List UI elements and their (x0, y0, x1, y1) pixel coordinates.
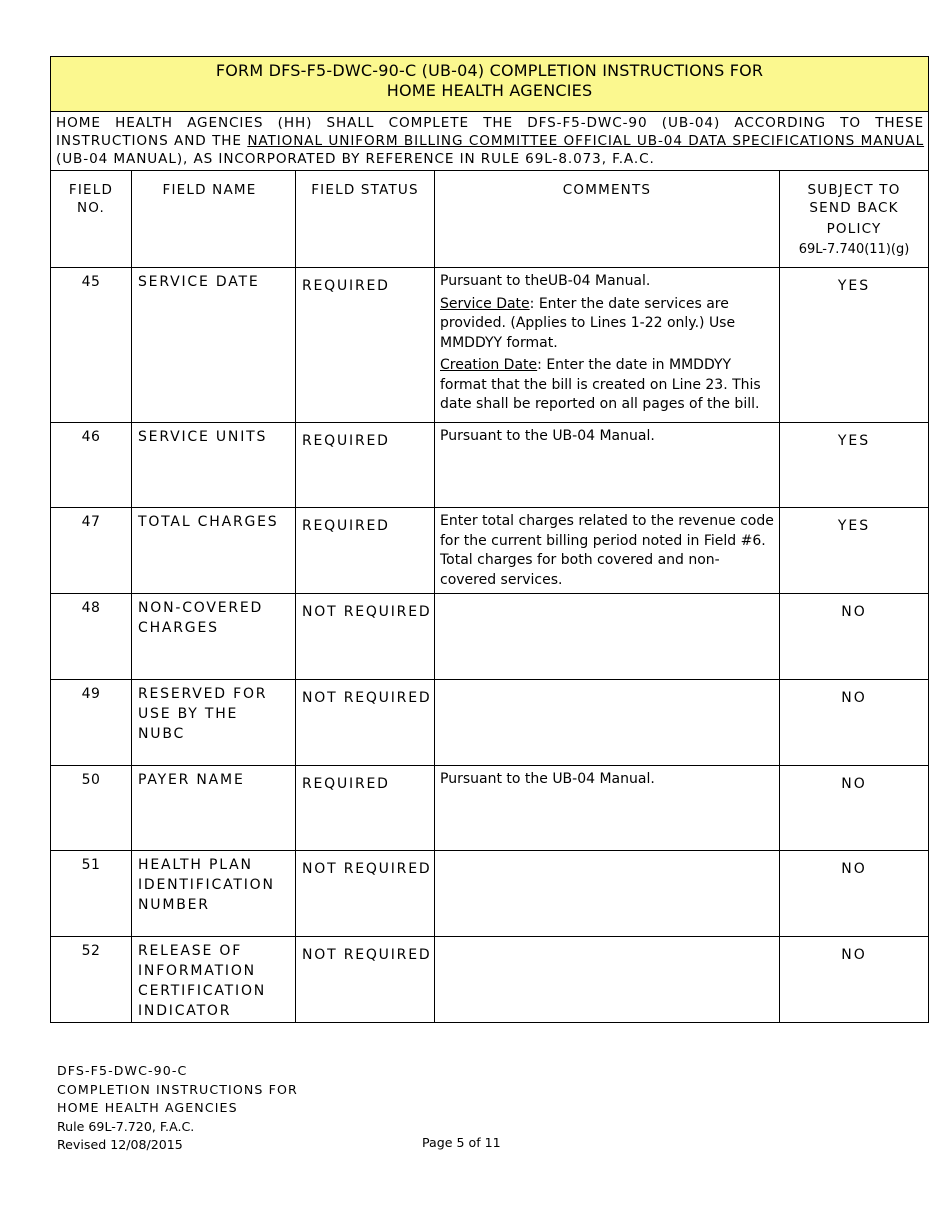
header-field-no (51, 171, 132, 268)
field-number: 49 (51, 680, 132, 766)
page-footer (57, 1062, 298, 1155)
table-row (51, 680, 929, 766)
field-status: NOT REQUIRED (296, 937, 435, 1023)
table-row (51, 423, 929, 508)
footer-form-id: DFS-F5-DWC-90-C (57, 1063, 188, 1078)
field-name: TOTAL CHARGES (132, 508, 296, 594)
comment-label: Service Date (440, 295, 530, 312)
send-back-value: NO (780, 937, 929, 1023)
header-comments: COMMENTS (435, 171, 780, 268)
field-comments: Pursuant to the UB-04 Manual. (435, 423, 780, 508)
instructions-table (50, 56, 929, 1023)
field-name: RELEASE OF INFORMATION CERTIFICATION INDICATOR (132, 937, 296, 1023)
footer-revised: Revised 12/08/2015 (57, 1137, 183, 1152)
header-field-no-line1: FIELD (68, 182, 114, 198)
table-row (51, 851, 929, 937)
send-back-value: YES (780, 508, 929, 594)
manual-reference: NATIONAL UNIFORM BILLING COMMITTEE OFFICIAL UB-04 DATA SPECIFICATIONS MANUAL (247, 133, 925, 149)
send-back-value: NO (780, 766, 929, 851)
comment-line: Pursuant to theUB-04 Manual. (440, 273, 651, 289)
intro-text-2: (UB-04 MANUAL), AS INCORPORATED BY REFERENCE IN RULE 69L-8.073, F.A.C. (56, 151, 655, 167)
form-title-line1: FORM DFS-F5-DWC-90-C (UB-04) COMPLETION INSTRUCTIONS FOR (215, 61, 764, 80)
field-comments: Pursuant to the UB-04 Manual. (435, 766, 780, 851)
send-back-value: NO (780, 680, 929, 766)
field-name: NON-COVERED CHARGES (132, 594, 296, 680)
field-status: REQUIRED (296, 268, 435, 423)
field-comments (435, 937, 780, 1023)
field-comments (435, 268, 780, 423)
field-name: RESERVED FOR USE BY THE NUBC (132, 680, 296, 766)
comment-text: : Enter the date services are provided. (Applies to Lines 1-22 only.) Use MMDDYY format. (440, 295, 736, 351)
field-number: 48 (51, 594, 132, 680)
header-field-no-line2: NO. (76, 200, 106, 216)
form-title-line2: HOME HEALTH AGENCIES (386, 81, 593, 100)
footer-rule: Rule 69L-7.720, F.A.C. (57, 1118, 195, 1134)
field-number: 52 (51, 937, 132, 1023)
field-name: SERVICE UNITS (132, 423, 296, 508)
field-name: SERVICE DATE (132, 268, 296, 423)
field-status: NOT REQUIRED (296, 851, 435, 937)
field-number: 47 (51, 508, 132, 594)
header-field-name: FIELD NAME (132, 171, 296, 268)
send-back-value: YES (780, 268, 929, 423)
field-comments (435, 851, 780, 937)
intro-paragraph (51, 112, 929, 171)
send-back-value: YES (780, 423, 929, 508)
header-send-back (780, 171, 929, 268)
field-comments: Enter total charges related to the revenue code for the current billing period noted in Field #6. Total charges for both covered and non-covered services. (435, 508, 780, 594)
table-row (51, 268, 929, 423)
page-number: Page 5 of 11 (422, 1135, 501, 1150)
intro-text-1: HOME HEALTH AGENCIES (HH) SHALL COMPLETE THE DFS-F5-DWC-90 (UB-04) ACCORDING TO THESE INSTRUCTIONS AND THE (56, 115, 925, 149)
footer-title-line1: COMPLETION INSTRUCTIONS FOR (57, 1081, 298, 1097)
comment-text: : Enter the date in MMDDYY format that the bill is created on Line 23. This date shall be reported on all pages of the bill. (440, 357, 761, 412)
send-back-value: NO (780, 851, 929, 937)
header-field-status: FIELD STATUS (296, 171, 435, 268)
comment-service-date (440, 295, 775, 354)
field-number: 46 (51, 423, 132, 508)
table-row (51, 594, 929, 680)
field-status: REQUIRED (296, 423, 435, 508)
comment-creation-date (440, 356, 775, 415)
footer-title-line2: HOME HEALTH AGENCIES (57, 1100, 238, 1115)
header-row (51, 171, 929, 268)
table-row (51, 937, 929, 1023)
header-send-back-line4: 69L-7.740(11)(g) (798, 242, 910, 257)
field-status: REQUIRED (296, 766, 435, 851)
field-name: HEALTH PLAN IDENTIFICATION NUMBER (132, 851, 296, 937)
send-back-value: NO (780, 594, 929, 680)
header-send-back-line1: SUBJECT TO (807, 182, 901, 198)
field-name: PAYER NAME (132, 766, 296, 851)
field-status: REQUIRED (296, 508, 435, 594)
form-title (51, 57, 929, 112)
field-number: 51 (51, 851, 132, 937)
header-send-back-line3: POLICY (826, 221, 882, 237)
comment-label: Creation Date (440, 357, 538, 373)
field-status: NOT REQUIRED (296, 594, 435, 680)
table-row (51, 508, 929, 594)
header-send-back-line2: SEND BACK (809, 200, 899, 216)
field-status: NOT REQUIRED (296, 680, 435, 766)
field-comments (435, 680, 780, 766)
table-row (51, 766, 929, 851)
field-number: 45 (51, 268, 132, 423)
field-comments (435, 594, 780, 680)
field-number: 50 (51, 766, 132, 851)
